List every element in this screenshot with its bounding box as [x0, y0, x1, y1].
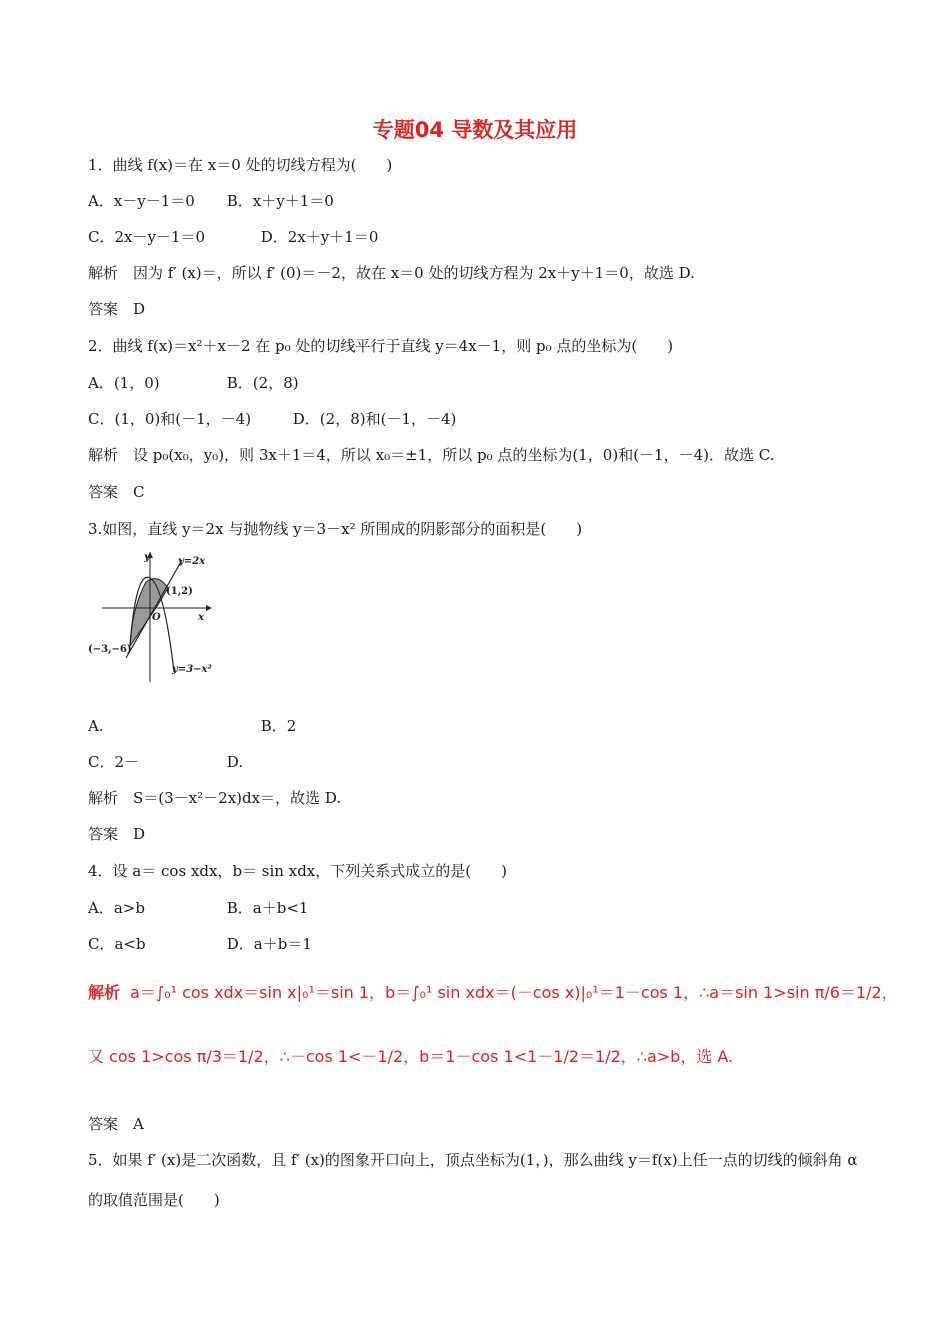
- option-b: B．a＋b<1: [226, 899, 309, 917]
- question-1-analysis: 解析 因为 f′ (x)＝，所以 f′ (0)＝－2，故在 x＝0 处的切线方程为 2x＋y＋1＝0，故选 D.: [88, 264, 695, 282]
- question-1-stem: 1．曲线 f(x)＝在 x＝0 处的切线方程为( ): [88, 156, 393, 174]
- question-2-stem: 2．曲线 f(x)＝x²＋x－2 在 p₀ 处的切线平行于直线 y＝4x－1，则 p₀ 点的坐标为( ): [88, 337, 674, 355]
- option-c: C．(1，0)和(－1，－4): [88, 410, 252, 428]
- question-3-stem: 3.如图，直线 y＝2x 与抛物线 y＝3－x² 所围成的阴影部分的面积是( ): [88, 520, 583, 538]
- analysis-label: 解析: [88, 983, 121, 1002]
- question-2-analysis: 解析 设 p₀(x₀，y₀)，则 3x＋1＝4，所以 x₀＝±1，所以 p₀ 点的坐标为(1，0)和(－1，－4)．故选 C.: [88, 446, 775, 464]
- question-3-analysis: 解析 S＝(3－x²－2x)dx＝，故选 D.: [88, 789, 342, 807]
- question-2-options-cd: [88, 408, 456, 429]
- question-4-analysis-line-1: [88, 980, 898, 1003]
- figure-label-point1: (1,2): [166, 586, 193, 597]
- figure-label-parabola: y=3−x²: [172, 664, 212, 675]
- figure-label-y: y: [144, 552, 150, 563]
- question-4-stem: 4．设 a＝ cos xdx，b＝ sin xdx，下列关系式成立的是( ): [88, 862, 507, 880]
- option-d: D．a＋b＝1: [226, 935, 312, 953]
- question-5-stem: 5．如果 f′ (x)是二次函数，且 f′ (x)的图象开口向上，顶点坐标为(1，)，那么曲线 y＝f(x)上任一点的切线的倾斜角 α 的取值范围是( ): [88, 1151, 858, 1209]
- option-d: D．2x＋y＋1＝0: [260, 228, 379, 246]
- figure-label-x: x: [198, 612, 204, 623]
- question-4-answer: 答案 A: [88, 1115, 144, 1133]
- option-c: C．a<b: [88, 935, 146, 953]
- analysis-text-1: a＝∫₀¹ cos xdx＝sin x|₀¹＝sin 1，b＝∫₀¹ sin xdx＝(－cos x)|₀¹＝1－cos 1，∴a＝sin 1>sin π/6＝1/2，: [130, 983, 898, 1002]
- figure-label-point2: (−3,−6): [88, 644, 132, 655]
- page-title: 专题04 导数及其应用: [372, 118, 578, 142]
- question-3-options-ab: [88, 715, 296, 736]
- question-1-answer: 答案 D: [88, 300, 146, 318]
- option-a: A．(1，0): [88, 374, 160, 392]
- question-4-analysis-line-2: 又 cos 1>cos π/3＝1/2，∴－cos 1<－1/2，b＝1－cos 1<1－1/2＝1/2，∴a>b，选 A.: [88, 1047, 734, 1066]
- shaded-region: [130, 579, 168, 646]
- question-3-options-cd: [88, 751, 243, 772]
- option-b: B．(2，8): [226, 374, 299, 392]
- question-1-options-ab: [88, 190, 334, 211]
- question-2-options-ab: [88, 372, 299, 393]
- question-3-answer: 答案 D: [88, 825, 146, 843]
- option-b: B．2: [260, 717, 297, 735]
- question-4-options-ab: [88, 897, 308, 918]
- figure-label-origin: O: [152, 612, 161, 623]
- option-d: D．(2，8)和(－1，－4): [292, 410, 457, 428]
- question-3-figure: [88, 548, 228, 688]
- option-a: A.: [88, 717, 104, 735]
- x-axis-arrow: [206, 605, 212, 611]
- option-c: C．2－: [88, 753, 140, 771]
- question-1-options-cd: [88, 226, 378, 247]
- option-a: A．x－y－1＝0: [88, 192, 195, 210]
- option-b: B．x＋y＋1＝0: [226, 192, 334, 210]
- question-2-answer: 答案 C: [88, 483, 145, 501]
- option-c: C．2x－y－1＝0: [88, 228, 206, 246]
- figure-label-line: y=2x: [178, 556, 206, 567]
- question-4-options-cd: [88, 933, 312, 954]
- option-a: A．a>b: [88, 899, 145, 917]
- option-d: D.: [226, 753, 244, 771]
